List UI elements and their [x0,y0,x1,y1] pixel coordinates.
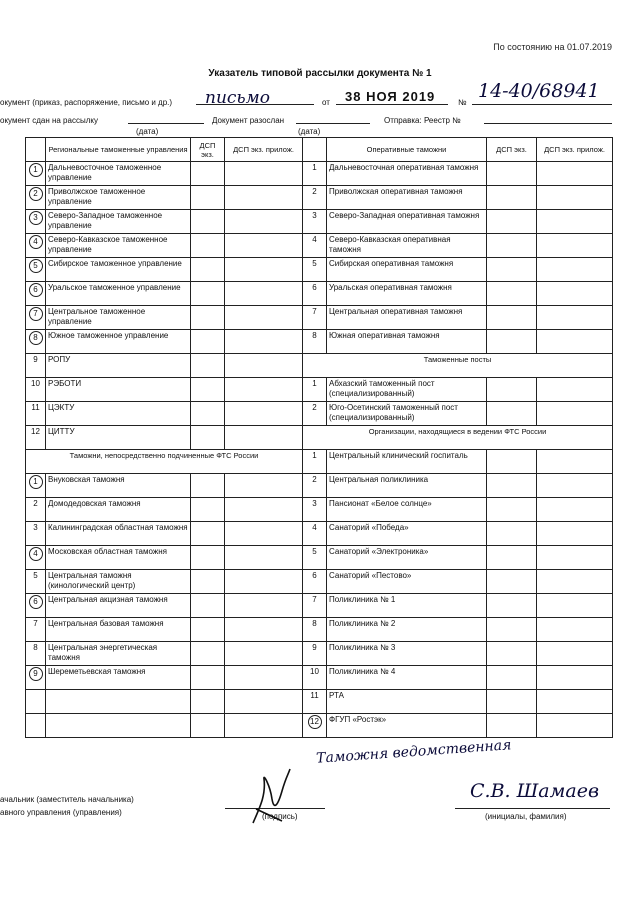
table-header-row [26,138,303,162]
row-number [303,714,327,738]
number: 6 [312,283,317,292]
row-name: Шереметьевская таможня [46,666,191,690]
number: 1 [312,163,317,172]
dsp-app-cell [225,378,303,402]
table-row [26,162,303,186]
row-number [303,666,327,690]
number: 8 [33,643,38,652]
row-name: Центральная акцизная таможня [46,594,191,618]
table-row [303,258,613,282]
row-number [303,378,327,402]
dsp-cell [487,450,537,474]
doc-type-handwritten: письмо [205,88,271,108]
handwritten-note: Таможня ведомственная [315,737,512,767]
row-name: Уральская оперативная таможня [327,282,487,306]
dsp-app-cell [537,714,613,738]
number: 5 [312,547,317,556]
number: 2 [312,187,317,196]
dsp-app-cell [225,594,303,618]
dsp-app-cell [225,330,303,354]
signature-caption: (подпись) [262,812,298,821]
dsp-app-cell [225,186,303,210]
row-name: Южное таможенное управление [46,330,191,354]
row-name: Юго-Осетинский таможенный пост (специализированный) [327,402,487,426]
section-row [303,354,613,378]
row-number [303,186,327,210]
table-row [303,474,613,498]
table-row [303,618,613,642]
dsp-cell [487,210,537,234]
number: 1 [312,379,317,388]
number: 7 [33,619,38,628]
table-row [26,306,303,330]
row-number [303,594,327,618]
row-name: Московская областная таможня [46,546,191,570]
dispatch-register-label: Отправка: Реестр № [384,116,461,125]
number: 7 [312,595,317,604]
row-number [303,474,327,498]
dsp-app-cell [537,234,613,258]
dsp-app-cell [537,642,613,666]
row-number [303,522,327,546]
table-row [303,330,613,354]
table-row [26,258,303,282]
dsp-app-cell [537,546,613,570]
row-number [26,330,46,354]
dsp-cell [191,402,225,426]
row-name: Санаторий «Электроника» [327,546,487,570]
row-number [303,162,327,186]
dsp-app-cell [537,450,613,474]
dsp-app-cell [537,618,613,642]
blank-row [26,690,303,714]
row-number [26,402,46,426]
dsp-cell [487,234,537,258]
dsp-cell [487,306,537,330]
dsp-app-cell [225,522,303,546]
row-number [26,258,46,282]
row-number [26,642,46,666]
dsp-app-cell [537,690,613,714]
number: 3 [312,499,317,508]
row-number [303,570,327,594]
circled-number: 7 [29,307,43,321]
dsp-cell [191,546,225,570]
dsp-app-cell [537,210,613,234]
dsp-cell [487,546,537,570]
number: 2 [312,475,317,484]
number: 2 [33,499,38,508]
table-row [26,402,303,426]
dsp-cell [191,522,225,546]
row-number [26,498,46,522]
row-number [26,426,46,450]
row-name: РТА [327,690,487,714]
number: 4 [312,235,317,244]
dsp-cell [191,186,225,210]
dsp-cell [487,642,537,666]
dsp-app-cell [225,306,303,330]
row-number [303,234,327,258]
number: 5 [33,571,38,580]
number: 7 [312,307,317,316]
row-name: Центральная оперативная таможня [327,306,487,330]
number: 9 [312,643,317,652]
row-name: Южная оперативная таможня [327,330,487,354]
number: 10 [310,667,319,676]
initials-caption: (инициалы, фамилия) [485,812,567,821]
dsp-cell [191,594,225,618]
table-row [26,474,303,498]
number: 3 [312,211,317,220]
dsp-app-cell [537,522,613,546]
table-row [303,282,613,306]
table-row [303,306,613,330]
row-name: Внуковская таможня [46,474,191,498]
number: 5 [312,259,317,268]
table-row [303,450,613,474]
row-number [26,522,46,546]
signatory-name-handwritten: С.В. Шамаев [470,780,600,802]
row-number [26,162,46,186]
number: 12 [31,427,40,436]
row-name: Пансионат «Белое солнце» [327,498,487,522]
header-regional: Региональные таможенные управления [46,138,191,162]
table-row [26,570,303,594]
dsp-cell [487,714,537,738]
row-number [303,546,327,570]
number-label: № [458,98,467,107]
number: 11 [310,691,319,700]
table-row [303,522,613,546]
table-row [303,714,613,738]
row-number [303,330,327,354]
table-row [26,210,303,234]
row-name: Поликлиника № 1 [327,594,487,618]
dsp-cell [191,426,225,450]
dsp-cell [191,234,225,258]
row-name: Домодедовская таможня [46,498,191,522]
row-number [303,258,327,282]
table-row [303,594,613,618]
circled-number: 2 [29,187,43,201]
dsp-cell [487,378,537,402]
table-row [26,498,303,522]
dsp-cell [487,162,537,186]
row-number [303,642,327,666]
dsp-cell [487,498,537,522]
dsp-cell [191,570,225,594]
dsp-app-cell [537,282,613,306]
circled-number: 3 [29,211,43,225]
dsp-cell [191,378,225,402]
table-row [26,666,303,690]
dsp-cell [487,690,537,714]
date-caption-1: (дата) [136,127,159,136]
row-number [303,306,327,330]
dsp-app-cell [537,378,613,402]
table-row [303,546,613,570]
table-row [303,210,613,234]
table-row [303,570,613,594]
row-name: Приволжское таможенное управление [46,186,191,210]
dsp-cell [487,330,537,354]
row-name: РОПУ [46,354,191,378]
table-row [26,378,303,402]
dsp-cell [191,162,225,186]
number: 8 [312,331,317,340]
dsp-cell [191,666,225,690]
dsp-cell [191,258,225,282]
number: 3 [33,523,38,532]
table-row [26,642,303,666]
row-number [26,618,46,642]
row-name: Центральная базовая таможня [46,618,191,642]
row-number [26,666,46,690]
dsp-app-cell [537,162,613,186]
dsp-app-cell [225,402,303,426]
dsp-app-cell [537,258,613,282]
dsp-app-cell [225,258,303,282]
row-name: ЦЭКТУ [46,402,191,426]
header-dsp-app: ДСП экз. прилож. [225,138,303,162]
section-row [26,450,303,474]
header-dsp-app: ДСП экз. прилож. [537,138,613,162]
row-name: Поликлиника № 2 [327,618,487,642]
table-row [303,498,613,522]
circled-number: 8 [29,331,43,345]
dsp-app-cell [537,666,613,690]
row-number [26,474,46,498]
number: 4 [312,523,317,532]
dsp-app-cell [225,234,303,258]
section-heading: Таможни, непосредственно подчиненные ФТС России [26,450,303,474]
blank-row [26,714,303,738]
number: 1 [312,451,317,460]
circled-number: 12 [308,715,322,729]
dsp-cell [191,306,225,330]
row-name: Уральское таможенное управление [46,282,191,306]
row-number [26,594,46,618]
row-number [303,450,327,474]
section-heading: Организации, находящиеся в ведении ФТС России [303,426,613,450]
row-number [26,546,46,570]
row-name: Дальневосточная оперативная таможня [327,162,487,186]
circled-number: 1 [29,163,43,177]
table-row [303,666,613,690]
dsp-cell [191,498,225,522]
row-name: Санаторий «Пестово» [327,570,487,594]
table-row [303,378,613,402]
dsp-cell [191,210,225,234]
row-number [303,690,327,714]
row-number [303,282,327,306]
page-title: Указатель типовой рассылки документа № 1 [208,68,432,79]
row-number [303,618,327,642]
dsp-cell [487,474,537,498]
section-row [303,426,613,450]
dsp-app-cell [225,618,303,642]
circled-number: 6 [29,595,43,609]
number: 10 [31,379,40,388]
row-number [26,210,46,234]
dsp-app-cell [225,666,303,690]
table-row [26,618,303,642]
role-line-1: ачальник (заместитель начальника) [0,795,134,804]
table-row [26,522,303,546]
row-name: Центральный клинический госпиталь [327,450,487,474]
dsp-app-cell [225,570,303,594]
row-name: Поликлиника № 4 [327,666,487,690]
dsp-cell [487,594,537,618]
row-number [303,402,327,426]
dsp-cell [191,282,225,306]
dsp-cell [487,570,537,594]
table-row [26,546,303,570]
sent-out-label: Документ разослан [212,116,285,125]
table-row [303,234,613,258]
table-header-row [303,138,613,162]
number: 8 [312,619,317,628]
date-caption-2: (дата) [298,127,321,136]
row-name: Приволжская оперативная таможня [327,186,487,210]
dsp-app-cell [225,498,303,522]
dsp-app-cell [225,474,303,498]
dsp-cell [191,330,225,354]
doc-type-label: окумент (приказ, распоряжение, письмо и др.) [0,98,173,107]
row-name: Санаторий «Победа» [327,522,487,546]
dsp-cell [487,258,537,282]
table-row [26,282,303,306]
row-name: Северо-Кавказская оперативная таможня [327,234,487,258]
table-row [303,162,613,186]
row-name: Центральная энергетическая таможня [46,642,191,666]
dsp-app-cell [537,186,613,210]
table-row [303,402,613,426]
table-row [26,330,303,354]
row-number [303,498,327,522]
dsp-cell [487,186,537,210]
table-row [26,594,303,618]
header-dsp: ДСП экз. [487,138,537,162]
dsp-app-cell [537,330,613,354]
row-name: Центральная поликлиника [327,474,487,498]
row-name: Северо-Западная оперативная таможня [327,210,487,234]
table-row [26,354,303,378]
dsp-app-cell [537,594,613,618]
row-number [26,354,46,378]
number: 11 [31,403,40,412]
header-operational: Оперативные таможни [327,138,487,162]
row-name: Северо-Западное таможенное управление [46,210,191,234]
dsp-cell [487,522,537,546]
dsp-cell [487,282,537,306]
row-number [26,282,46,306]
dsp-app-cell [225,426,303,450]
row-name: Центральная таможня (кинологический центр) [46,570,191,594]
dsp-cell [191,354,225,378]
row-name: Северо-Кавказское таможенное управление [46,234,191,258]
row-name: Центральное таможенное управление [46,306,191,330]
row-number [26,234,46,258]
operational-customs-table [302,137,613,738]
date-stamp: 38 НОЯ 2019 [345,89,436,104]
dsp-app-cell [537,402,613,426]
circled-number: 6 [29,283,43,297]
section-heading: Таможенные посты [303,354,613,378]
regional-customs-table [25,137,303,738]
dsp-app-cell [537,474,613,498]
dsp-app-cell [537,306,613,330]
dsp-cell [191,642,225,666]
row-name: Сибирская оперативная таможня [327,258,487,282]
state-date-note: По состоянию на 01.07.2019 [493,42,612,52]
header-dsp: ДСП экз. [191,138,225,162]
dsp-app-cell [537,498,613,522]
circled-number: 9 [29,667,43,681]
dsp-app-cell [225,162,303,186]
dsp-cell [191,618,225,642]
table-row [303,642,613,666]
dsp-app-cell [225,282,303,306]
row-name: Дальневосточное таможенное управление [46,162,191,186]
dsp-app-cell [537,570,613,594]
row-name: Калининградская областная таможня [46,522,191,546]
row-number [26,186,46,210]
dsp-app-cell [225,642,303,666]
row-name: Поликлиника № 3 [327,642,487,666]
row-name: Абхазский таможенный пост (специализированный) [327,378,487,402]
row-name: ФГУП «Ростэк» [327,714,487,738]
circled-number: 4 [29,547,43,561]
dsp-cell [487,618,537,642]
dsp-cell [191,474,225,498]
doc-number-handwritten: 14-40/68941 [478,80,600,102]
row-name: РЭБОТИ [46,378,191,402]
number: 2 [312,403,317,412]
table-row [26,186,303,210]
role-line-2: авного управления (управления) [0,808,122,817]
circled-number: 1 [29,475,43,489]
dsp-app-cell [225,546,303,570]
row-number [26,570,46,594]
number: 6 [312,571,317,580]
row-number [26,378,46,402]
from-label: от [322,98,330,107]
circled-number: 5 [29,259,43,273]
table-row [303,186,613,210]
dsp-app-cell [225,210,303,234]
number: 9 [33,355,38,364]
table-row [26,234,303,258]
dsp-cell [487,666,537,690]
circled-number: 4 [29,235,43,249]
row-name: Сибирское таможенное управление [46,258,191,282]
sent-for-mailing-label: окумент сдан на рассылку [0,116,98,125]
table-row [303,690,613,714]
table-row [26,426,303,450]
dsp-app-cell [225,354,303,378]
row-name: ЦИТТУ [46,426,191,450]
row-number [303,210,327,234]
row-number [26,306,46,330]
dsp-cell [487,402,537,426]
